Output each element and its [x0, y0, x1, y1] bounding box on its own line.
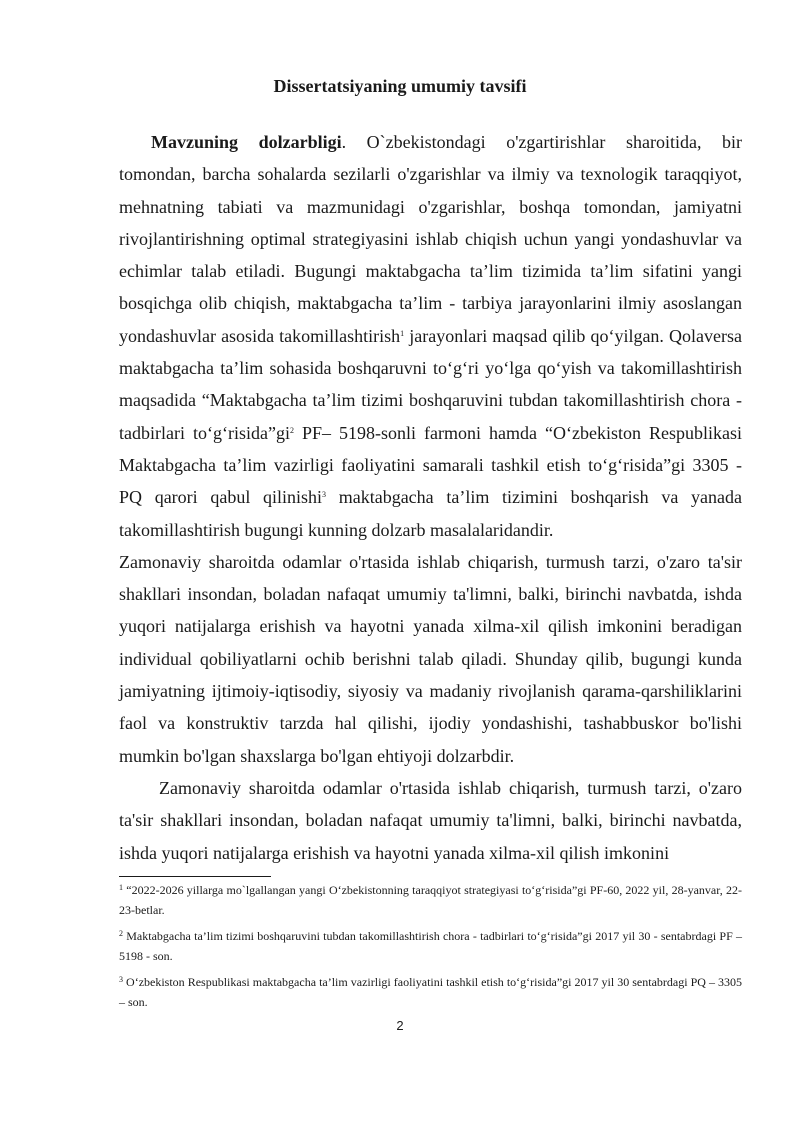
paragraph-text: PF– 5198-sonli farmoni hamda “O‘zbekiston Respublikasi Maktabgacha ta’lim vazirligi faoliyatini samarali tashkil etish to‘g‘risida”gi 3305 - PQ qarori qabul qilinishi: [119, 422, 742, 508]
footnote-text: Maktabgacha ta’lim tizimi boshqaruvini tubdan takomillashtirish chora - tadbirlari to‘g‘risida”gi 2017 yil 30 - sentabrdagi PF – 5198 - son.: [119, 929, 742, 963]
footnote-ref-2[interactable]: 2: [289, 425, 294, 435]
page-number: 2: [396, 1018, 404, 1033]
footnote-ref-1[interactable]: 1: [400, 328, 405, 338]
footnote-separator: [119, 876, 271, 877]
paragraph-modern-conditions-repeat: Zamonaviy sharoitda odamlar o'rtasida ishlab chiqarish, turmush tarzi, o'zaro ta'sir shakllari insondan, boladan nafaqat umumiy ta'limni, balki, birinchi navbatda, ishda yuqori natijalarga erishish va hayotni yanada xilma-xil qilish imkonini: [119, 777, 742, 863]
paragraph-modern-conditions: Zamonaviy sharoitda odamlar o'rtasida ishlab chiqarish, turmush tarzi, o'zaro ta'sir shakllari insondan, boladan nafaqat umumiy ta'limni, balki, birinchi navbatda, ishda yuqori natijalarga erishish va hayotni yanada xilma-xil qilish imkonini beradigan individual qobiliyatlarni ochib berishni talab qiladi. Shunday qilib, bugungi kunda jamiyatning ijtimoiy-iqtisodiy, siyosiy va madaniy rivojlanish qarama-qarshiliklarini faol va konstruktiv tarzda hal qilishi, ijodiy yondashishi, tashabbuskor bo'lishi mumkin bo'lgan shaxslarga bo'lgan ehtiyoji dolzarbdir.: [119, 551, 742, 766]
paragraph-text: jarayonlari maqsad qilib qo‘yilgan. Qolaversa maktabgacha ta’lim sohasida boshqaruvni to‘g‘ri yo‘lga qo‘yish va takomillashtirish maqsadida “Maktabgacha ta’lim tizimi boshqaruvini tubdan takomillashtirish chora - tadbirlari to‘g‘risida”gi: [119, 325, 742, 443]
paragraph-text: . O`zbekistondagi o'zgartirishlar sharoitida, bir tomondan, barcha sohalarda sezilarli o'zgarishlar va ilmiy va texnologik taraqqiyot, mehnatning tabiati va mazmunidagi o'zgarishlar, boshqa tomondan, jamiyatni rivojlantirishning optimal strategiyasini ishlab chiqish uchun yangi yondashuvlar va echimlar talab etiladi. Bugungi maktabgacha ta’lim tizimida ta’lim sifatini yangi bosqichga olib chiqish, maktabgacha ta’lim - tarbiya jarayonlarini ilmiy asoslangan yondashuvlar asosida takomillashtirish: [119, 132, 743, 346]
paragraph-text: maktabgacha ta’lim tizimini boshqarish va yanada takomillashtirish bugungi kunning dolzarb masalalaridandir.: [119, 487, 742, 540]
footnote-mark: 1: [119, 883, 123, 892]
paragraph-relevance: [119, 126, 742, 546]
footnote-3: [119, 972, 742, 1012]
body-text: [119, 126, 742, 869]
paragraph-lead: Mavzuning dolzarbligi: [151, 132, 342, 152]
footnote-text: O‘zbekiston Respublikasi maktabgacha ta’lim vazirligi faoliyatini tashkil etish to‘g‘risida”gi 2017 yil 30 sentabrdagi PQ – 3305 – son.: [119, 975, 742, 1009]
footnote-mark: 2: [119, 929, 123, 938]
footnote-2: [119, 926, 742, 966]
footnote-mark: 3: [119, 975, 123, 984]
footnote-1: [119, 880, 742, 920]
footnote-ref-3[interactable]: 3: [322, 490, 327, 500]
footnote-text: “2022-2026 yillarga mo`lgallangan yangi O‘zbekistonning taraqqiyot strategiyasi to‘g‘risida”gi PF-60, 2022 yil, 28-yanvar, 22-23-betlar.: [119, 883, 742, 917]
footnotes: [119, 880, 742, 1018]
page-title: Dissertatsiyaning umumiy tavsifi: [273, 76, 527, 96]
